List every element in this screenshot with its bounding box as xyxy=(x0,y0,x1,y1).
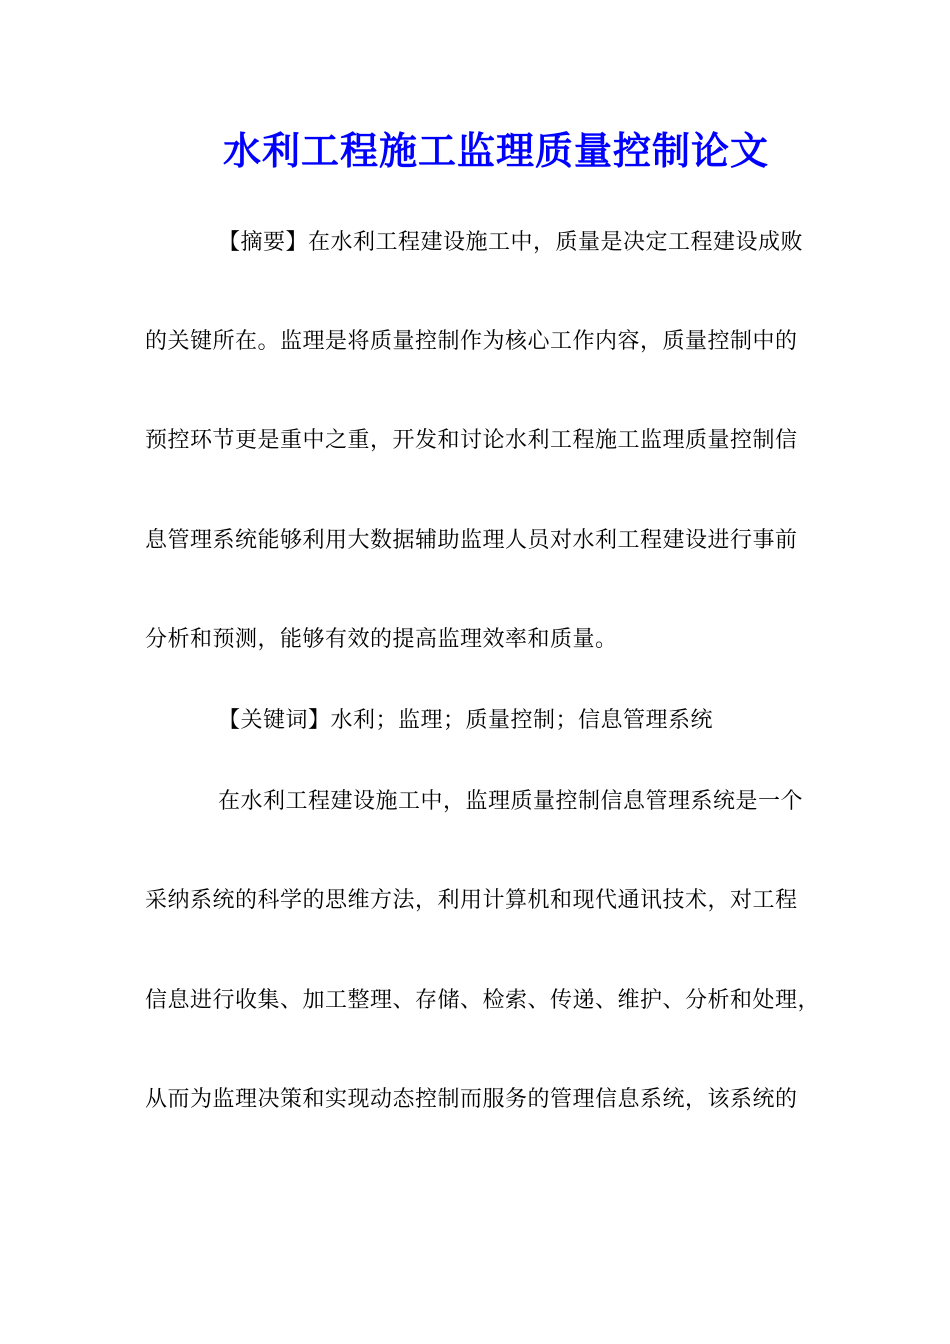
abstract-line-2: 的关键所在。监理是将质量控制作为核心工作内容，质量控制中的 xyxy=(145,329,798,354)
document-title: 水利工程施工监理质量控制论文 xyxy=(222,128,769,173)
keywords-line: 【关键词】水利；监理；质量控制；信息管理系统 xyxy=(218,708,714,733)
body-line-1: 在水利工程建设施工中，监理质量控制信息管理系统是一个 xyxy=(218,789,804,814)
abstract-line-1: 【摘要】在水利工程建设施工中，质量是决定工程建设成败 xyxy=(218,230,804,255)
body-line-3: 信息进行收集、加工整理、存储、检索、传递、维护、分析和处理， xyxy=(145,988,821,1013)
abstract-line-5: 分析和预测，能够有效的提高监理效率和质量。 xyxy=(145,627,618,652)
body-line-2: 采纳系统的科学的思维方法，利用计算机和现代通讯技术，对工程 xyxy=(145,888,798,913)
abstract-line-3: 预控环节更是重中之重，开发和讨论水利工程施工监理质量控制信 xyxy=(145,428,798,453)
body-line-4: 从而为监理决策和实现动态控制而服务的管理信息系统，该系统的 xyxy=(145,1087,798,1112)
abstract-line-4: 息管理系统能够利用大数据辅助监理人员对水利工程建设进行事前 xyxy=(145,528,798,553)
